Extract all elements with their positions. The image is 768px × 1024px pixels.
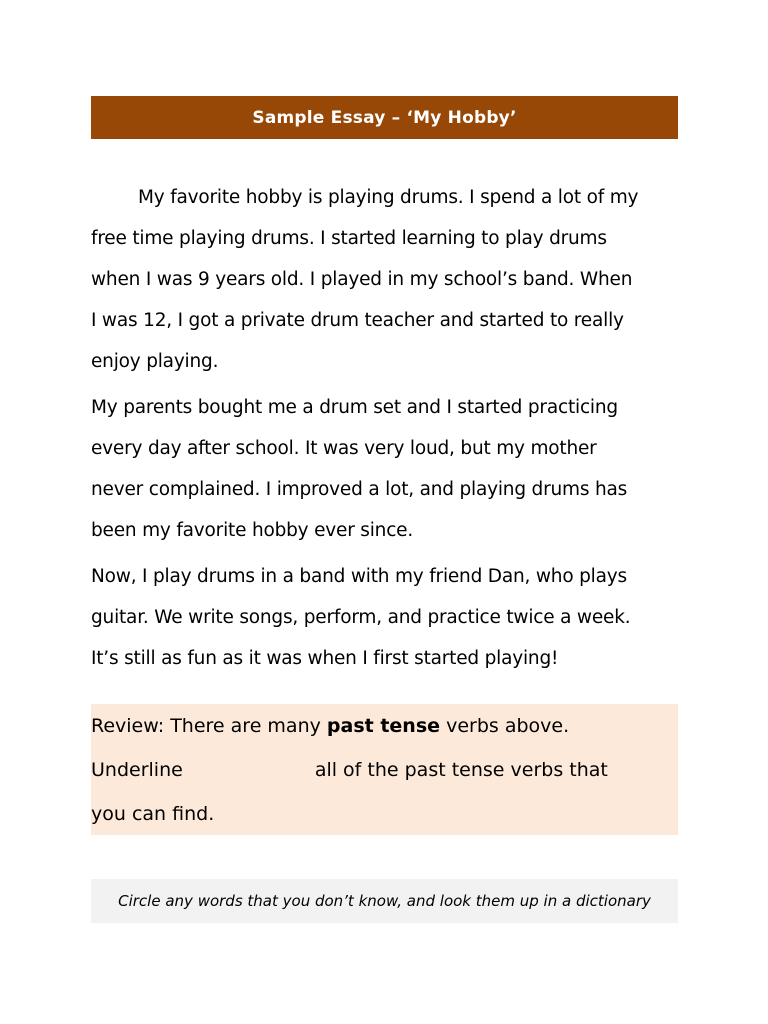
dictionary-note: Circle any words that you don’t know, and look them up in a dictionary [118, 892, 651, 910]
essay-line: My parents bought me a drum set and I started practicing [91, 397, 618, 418]
review-line-2 [91, 748, 678, 792]
essay-line: never complained. I improved a lot, and playing drums has [91, 479, 628, 500]
review-instruction: all of the past tense verbs that [314, 759, 608, 781]
essay-line: guitar. We write songs, perform, and practice twice a week. [91, 607, 631, 628]
essay-line: free time playing drums. I started learning to play drums [91, 228, 607, 249]
essay-line: when I was 9 years old. I played in my school’s band. When [91, 269, 633, 290]
essay-line: I was 12, I got a private drum teacher and started to really [91, 310, 624, 331]
essay-line: been my favorite hobby ever since. [91, 520, 414, 541]
review-box [91, 704, 678, 835]
essay-paragraph-1 [91, 177, 691, 382]
title-banner [91, 96, 678, 139]
page-title: Sample Essay – ‘My Hobby’ [252, 107, 517, 128]
essay-paragraph-3 [91, 556, 691, 679]
essay-line: every day after school. It was very loud, but my mother [91, 438, 597, 459]
essay-line: Now, I play drums in a band with my friend Dan, who plays [91, 566, 627, 587]
essay-body [91, 177, 691, 684]
essay-line: It’s still as fun as it was when I first started playing! [91, 648, 559, 669]
review-line-3: you can find. [91, 803, 215, 825]
review-underline-word: Underline [91, 759, 183, 781]
review-bold-term: past tense [326, 715, 441, 737]
note-box [91, 879, 678, 923]
review-line-1 [91, 704, 678, 748]
essay-line: enjoy playing. [91, 351, 219, 372]
review-after-bold: verbs above. [440, 715, 570, 737]
essay-line: My favorite hobby is playing drums. I spend a lot of my [138, 187, 639, 208]
review-intro: Review: There are many [91, 715, 327, 737]
essay-paragraph-2 [91, 387, 691, 551]
